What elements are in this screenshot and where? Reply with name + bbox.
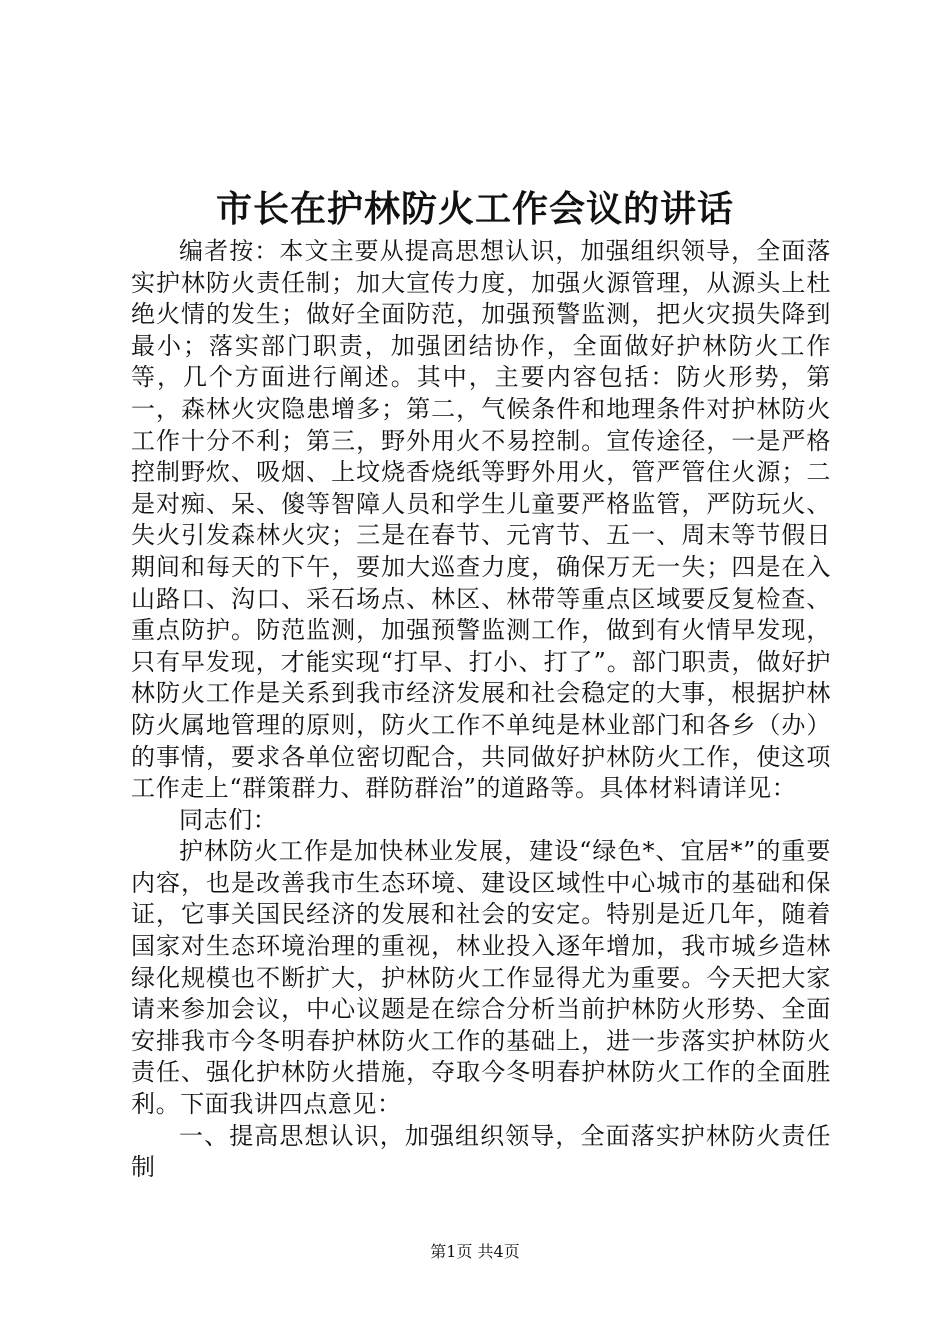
- section-heading-paragraph: 一、提高思想认识，加强组织领导，全面落实护林防火责任制: [131, 1121, 831, 1182]
- document-title: 市长在护林防火工作会议的讲话: [215, 188, 734, 230]
- document-body: [131, 236, 831, 1184]
- editor-note-paragraph: 编者按：本文主要从提高思想认识，加强组织领导，全面落实护林防火责任制；加大宣传力度，加强火源管理，从源头上杜绝火情的发生；做好全面防范，加强预警监测，把火灾损失降到最小；落实部门职责，加强团结协作，全面做好护林防火工作等，几个方面进行阐述。其中，主要内容包括：防火形势，第一，森林火灾隐患增多；第二，气候条件和地理条件对护林防火工作十分不利；第三，野外用火不易控制。宣传途径，一是严格控制野炊、吸烟、上坟烧香烧纸等野外用火，管严管住火源；二是对痴、呆、傻等智障人员和学生儿童要严格监管，严防玩火、失火引发森林火灾；三是在春节、元宵节、五一、周末等节假日期间和每天的下午，要加大巡查力度，确保万无一失；四是在入山路口、沟口、采石场点、林区、林带等重点区域要反复检查、重点防护。防范监测，加强预警监测工作，做到有火情早发现，只有早发现，才能实现“打早、打小、打了”。部门职责，做好护林防火工作是关系到我市经济发展和社会稳定的大事，根据护林防火属地管理的原则，防火工作不单纯是林业部门和各乡（办）的事情，要求各单位密切配合，共同做好护林防火工作，使这项工作走上“群策群力、群防群治”的道路等。具体材料请详见：: [131, 237, 831, 803]
- body-paragraph: 护林防火工作是加快林业发展，建设“绿色*、宜居*”的重要内容，也是改善我市生态环境、建设区域性中心城市的基础和保证，它事关国民经济的发展和社会的安定。特别是近几年，随着国家对生态环境治理的重视，林业投入逐年增加，我市城乡造林绿化规模也不断扩大，护林防火工作显得尤为重要。今天把大家请来参加会议，中心议题是在综合分析当前护林防火形势、全面安排我市今冬明春护林防火工作的基础上，进一步落实护林防火责任、强化护林防火措施，夺取今冬明春护林防火工作的全面胜利。下面我讲四点意见：: [131, 837, 831, 1119]
- page-number-footer: 第1页 共4页: [430, 1242, 520, 1261]
- salutation-paragraph: 同志们：: [179, 805, 278, 834]
